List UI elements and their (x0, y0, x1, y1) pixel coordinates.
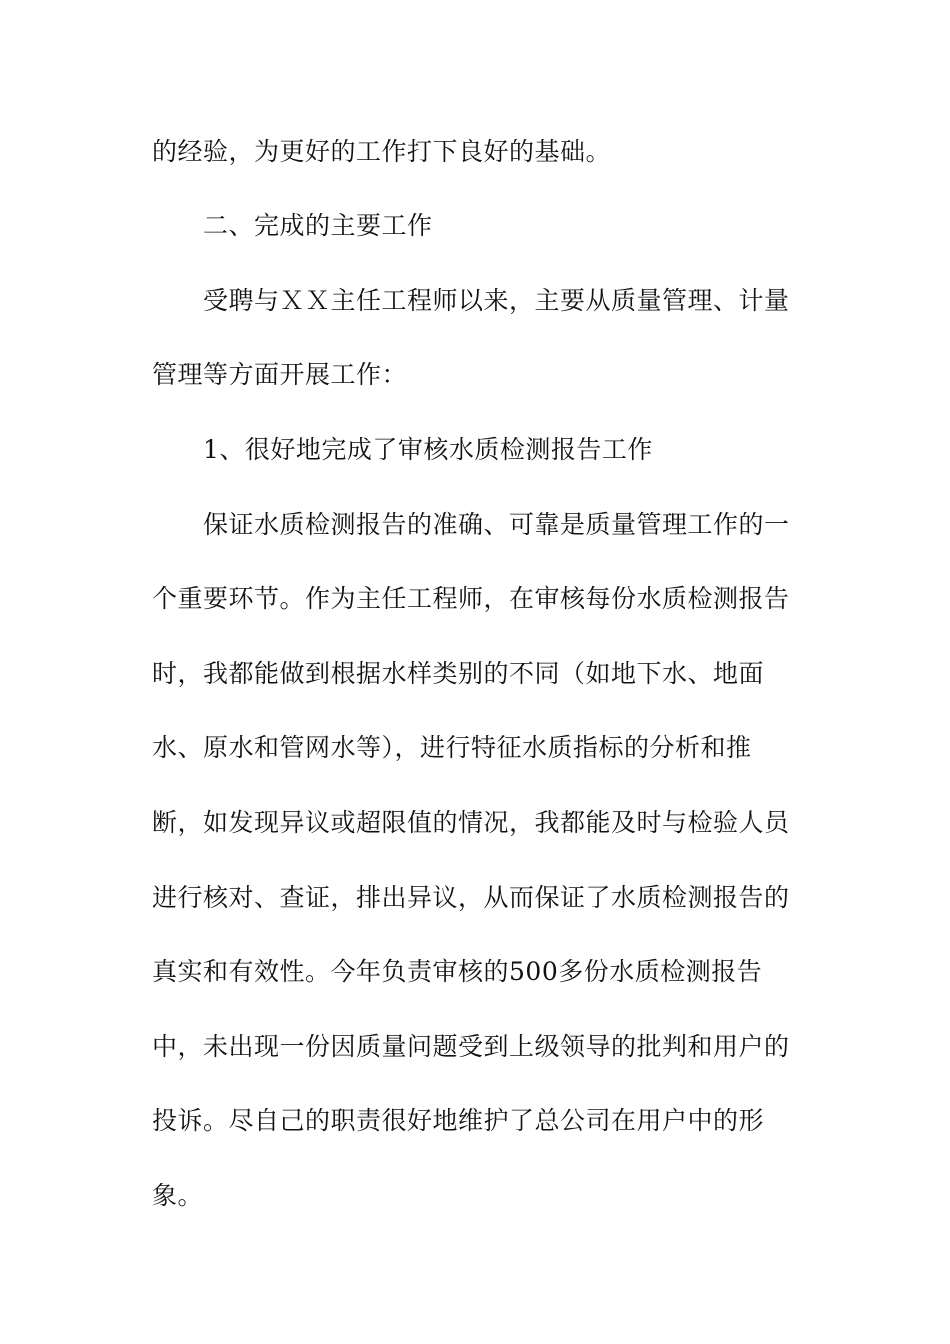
paragraph-line: 中，未出现一份因质量问题受到上级领导的批判和用户的 (152, 1032, 790, 1061)
subsection-heading: 1、很好地完成了审核水质检测报告工作 (203, 435, 653, 464)
paragraph-line: 的经验，为更好的工作打下良好的基础。 (152, 137, 612, 166)
paragraph-line: 个重要环节。作为主任工程师，在审核每份水质检测报告 (152, 584, 790, 613)
section-heading: 二、完成的主要工作 (203, 211, 433, 240)
paragraph-line: 水、原水和管网水等），进行特征水质指标的分析和推 (152, 733, 752, 762)
paragraph-line: 象。 (152, 1181, 204, 1210)
paragraph-line: 断，如发现异议或超限值的情况，我都能及时与检验人员 (152, 808, 790, 837)
paragraph-line: 保证水质检测报告的准确、可靠是质量管理工作的一 (203, 510, 790, 539)
paragraph-line: 受聘与ＸＸ主任工程师以来，主要从质量管理、计量 (203, 286, 790, 315)
paragraph-line: 进行核对、查证，排出异议，从而保证了水质检测报告的 (152, 883, 790, 912)
paragraph-line: 时，我都能做到根据水样类别的不同（如地下水、地面 (152, 659, 765, 688)
paragraph-line: 真实和有效性。今年负责审核的500多份水质检测报告 (152, 957, 763, 986)
paragraph-line: 管理等方面开展工作： (152, 360, 408, 389)
paragraph-line: 投诉。尽自己的职责很好地维护了总公司在用户中的形 (152, 1106, 765, 1135)
